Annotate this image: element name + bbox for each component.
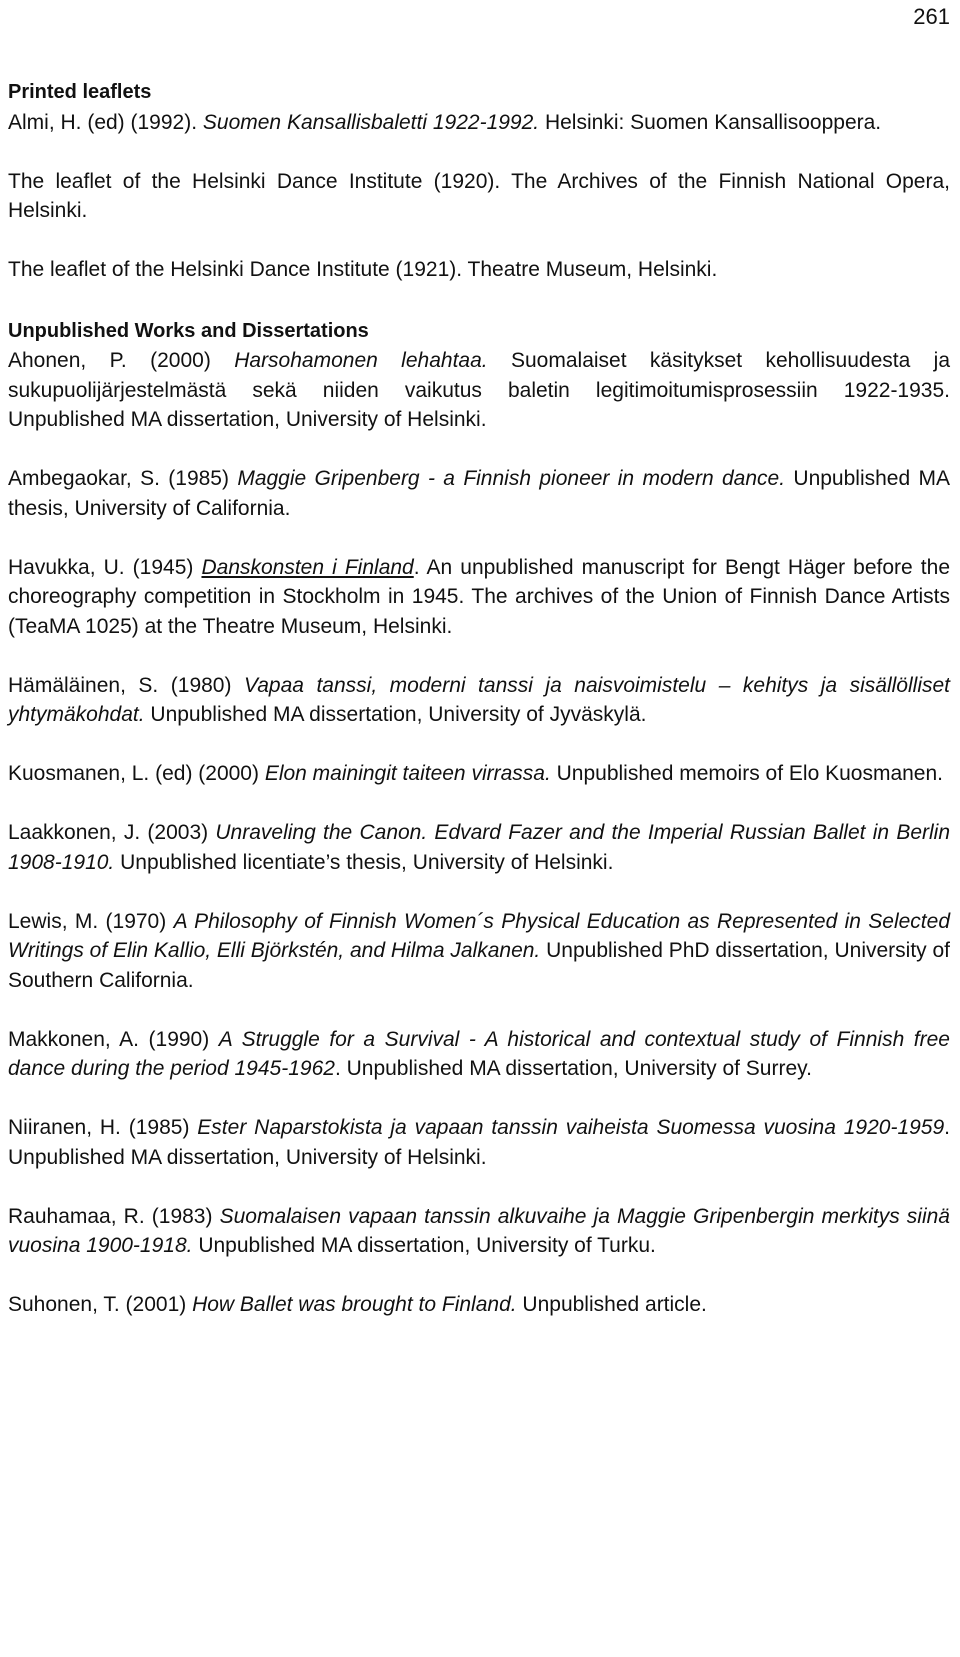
entry-text: Unpublished MA dissertation, University of Turku. bbox=[192, 1234, 656, 1257]
entry-text: Hämäläinen, S. (1980) bbox=[8, 673, 244, 697]
entry-title: A Philosophy of Finnish Women´s Physical Education as Represented in Selected Writings of Elin Kallio, Elli Björkstén, and Hilma Jalkanen. bbox=[8, 909, 950, 962]
entry-text: Rauhamaa, R. (1983) bbox=[8, 1204, 220, 1228]
entry-text: Kuosmanen, L. (ed) (2000) bbox=[8, 762, 265, 785]
bibliography-entry bbox=[8, 553, 950, 642]
entry-text: Ambegaokar, S. (1985) bbox=[8, 467, 238, 490]
entry-text: . An unpublished manuscript for Bengt Häger before the choreography competition in Stockholm in 1945. The archives of the Union of Finnish Dance Artists (TeaMA 1025) at the Theatre Museum, Helsinki. bbox=[8, 555, 950, 638]
bibliography-section bbox=[8, 317, 950, 1320]
entry-text: Ahonen, P. (2000) bbox=[8, 349, 235, 372]
entry-text: Unpublished licentiate’s thesis, University of Helsinki. bbox=[114, 850, 614, 874]
bibliography-entry bbox=[8, 818, 950, 877]
bibliography-body bbox=[8, 78, 950, 1349]
entry-text: Makkonen, A. (1990) bbox=[8, 1027, 219, 1051]
entry-text: Unpublished MA thesis, University of California. bbox=[8, 467, 951, 520]
bibliography-entry bbox=[8, 464, 950, 523]
bibliography-entry bbox=[8, 907, 950, 996]
entry-title: Suomalaisen vapaan tanssin alkuvaihe ja Maggie Gripenbergin merkitys siinä vuosina 1900-1918. bbox=[8, 1204, 950, 1257]
bibliography-entry bbox=[8, 1202, 950, 1261]
section-heading: Printed leaflets bbox=[8, 81, 152, 103]
entry-title: Maggie Gripenberg - a Finnish pioneer in modern dance. bbox=[237, 467, 786, 490]
entry-text: The leaflet of the Helsinki Dance Institute (1921). Theatre Museum, Helsinki. bbox=[8, 258, 718, 281]
bibliography-entry bbox=[8, 108, 950, 138]
entry-text: The leaflet of the Helsinki Dance Institute (1920). The Archives of the Finnish National Opera, Helsinki. bbox=[8, 169, 950, 222]
bibliography-entry bbox=[8, 1290, 950, 1320]
entry-text: Suomalaiset käsitykset kehollisuudesta ja sukupuolijärjestelmästä sekä niiden vaikutus baletin legitimoitumisprosessiin 1922-1935. Unpublished MA dissertation, University of Helsinki. bbox=[8, 349, 950, 431]
entry-text: Unpublished MA dissertation, University of Jyväskylä. bbox=[144, 703, 647, 726]
entry-text: Havukka, U. (1945) bbox=[8, 555, 202, 579]
section-heading: Unpublished Works and Dissertations bbox=[8, 319, 369, 342]
entry-text: Niiranen, H. (1985) bbox=[8, 1116, 198, 1139]
entry-text: Laakkonen, J. (2003) bbox=[8, 821, 216, 844]
entry-title: Danskonsten i Finland bbox=[201, 555, 414, 579]
entry-text: Unpublished memoirs of Elo Kuosmanen. bbox=[550, 762, 943, 785]
entry-text: Lewis, M. (1970) bbox=[8, 909, 174, 933]
entry-text: Unpublished PhD dissertation, University of Southern California. bbox=[8, 939, 951, 992]
bibliography-section bbox=[8, 78, 950, 285]
entry-title: How Ballet was brought to Finland. bbox=[192, 1293, 517, 1316]
entry-title: Unraveling the Canon. Edvard Fazer and the Imperial Russian Ballet in Berlin 1908-1910. bbox=[8, 821, 951, 874]
entry-title: A Struggle for a Survival - A historical and contextual study of Finnish free dance during the period 1945-1962 bbox=[8, 1027, 950, 1080]
entry-text: Suhonen, T. (2001) bbox=[8, 1293, 193, 1316]
bibliography-entry bbox=[8, 1025, 950, 1084]
entry-text: Unpublished article. bbox=[516, 1293, 707, 1316]
entry-title: Vapaa tanssi, moderni tanssi ja naisvoimistelu – kehitys ja sisällölliset yhtymäkohdat. bbox=[8, 673, 950, 726]
entry-text: . Unpublished MA dissertation, University of Surrey. bbox=[334, 1057, 812, 1080]
entry-text: Almi, H. (ed) (1992). bbox=[8, 110, 203, 134]
bibliography-entry bbox=[8, 167, 950, 226]
bibliography-entry bbox=[8, 346, 950, 435]
bibliography-entry bbox=[8, 759, 950, 789]
entry-text: . Unpublished MA dissertation, University of Helsinki. bbox=[8, 1116, 951, 1169]
bibliography-entry bbox=[8, 255, 950, 285]
bibliography-entry bbox=[8, 671, 950, 730]
entry-title: Suomen Kansallisbaletti 1922-1992. bbox=[202, 110, 540, 134]
bibliography-entry bbox=[8, 1113, 950, 1172]
entry-title: Harsohamonen lehahtaa. bbox=[234, 349, 488, 372]
page-number: 261 bbox=[913, 4, 950, 29]
entry-title: Elon mainingit taiteen virrassa. bbox=[264, 762, 551, 785]
entry-text: Helsinki: Suomen Kansallisooppera. bbox=[539, 110, 882, 134]
entry-title: Ester Naparstokista ja vapaan tanssin vaiheista Suomessa vuosina 1920-1959 bbox=[197, 1116, 945, 1139]
